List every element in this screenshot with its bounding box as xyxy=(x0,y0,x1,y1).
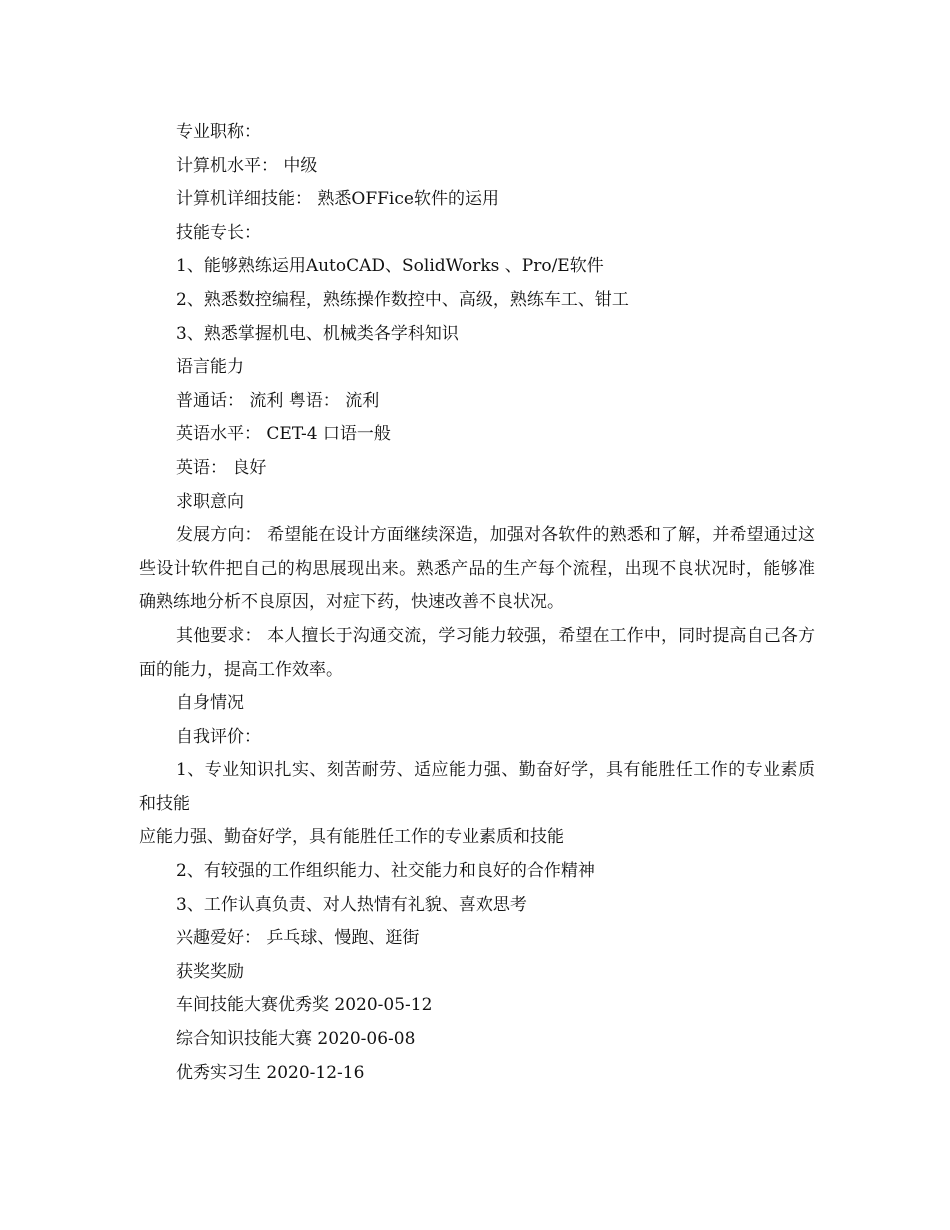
text-line-english: 英语： 良好 xyxy=(176,457,267,478)
text-line-computer-level: 计算机水平： 中级 xyxy=(176,155,318,176)
text-line-evaluation-1-repeat: 应能力强、勤奋好学，具有能胜任工作的专业素质和技能 xyxy=(139,827,564,848)
text-line-english-level: 英语水平： CET-4 口语一般 xyxy=(176,424,391,445)
text-line-computer-skills: 计算机详细技能： 熟悉OFFice软件的运用 xyxy=(176,189,499,210)
paragraph-development: 发展方向： 希望能在设计方面继续深造，加强对各软件的熟悉和了解，并希望通过这些设计软件把自己的构思展现出来。熟悉产品的生产每个流程，出现不良状况时，能够准确熟练地分析不良原因，对症下药，快速改善不良状况。 xyxy=(139,525,815,613)
text-line-hobbies: 兴趣爱好： 乒乓球、慢跑、逛街 xyxy=(176,928,420,949)
text-line-self-situation: 自身情况 xyxy=(176,693,244,714)
text-line-award-2: 综合知识技能大赛 2020-06-08 xyxy=(176,1029,416,1050)
paragraph-evaluation-1: 1、专业知识扎实、刻苦耐劳、适应能力强、勤奋好学，具有能胜任工作的专业素质和技能 xyxy=(139,760,815,814)
text-line-job-intention: 求职意向 xyxy=(176,491,244,512)
resume-content xyxy=(139,116,815,1090)
text-line-award-1: 车间技能大赛优秀奖 2020-05-12 xyxy=(176,995,433,1016)
text-line-self-evaluation: 自我评价： xyxy=(176,726,261,747)
paragraph-other-requirements: 其他要求： 本人擅长于沟通交流，学习能力较强，希望在工作中，同时提高自己各方面的能力，提高工作效率。 xyxy=(139,625,815,680)
text-line-title: 专业职称： xyxy=(176,122,261,142)
text-line-skills-heading: 技能专长： xyxy=(176,222,261,243)
text-line-skill-2: 2、熟悉数控编程，熟练操作数控中、高级，熟练车工、钳工 xyxy=(176,289,629,310)
text-line-evaluation-3: 3、工作认真负责、对人热情有礼貌、喜欢思考 xyxy=(176,894,527,915)
text-line-awards-heading: 获奖奖励 xyxy=(176,961,244,982)
text-line-award-3: 优秀实习生 2020-12-16 xyxy=(176,1062,365,1083)
text-line-skill-1: 1、能够熟练运用AutoCAD、SolidWorks 、Pro/E软件 xyxy=(176,256,604,277)
text-line-evaluation-2: 2、有较强的工作组织能力、社交能力和良好的合作精神 xyxy=(176,861,595,882)
text-line-skill-3: 3、熟悉掌握机电、机械类各学科知识 xyxy=(176,323,459,344)
text-line-language-heading: 语言能力 xyxy=(176,357,244,378)
text-line-mandarin-cantonese: 普通话： 流利 粤语： 流利 xyxy=(176,390,380,411)
